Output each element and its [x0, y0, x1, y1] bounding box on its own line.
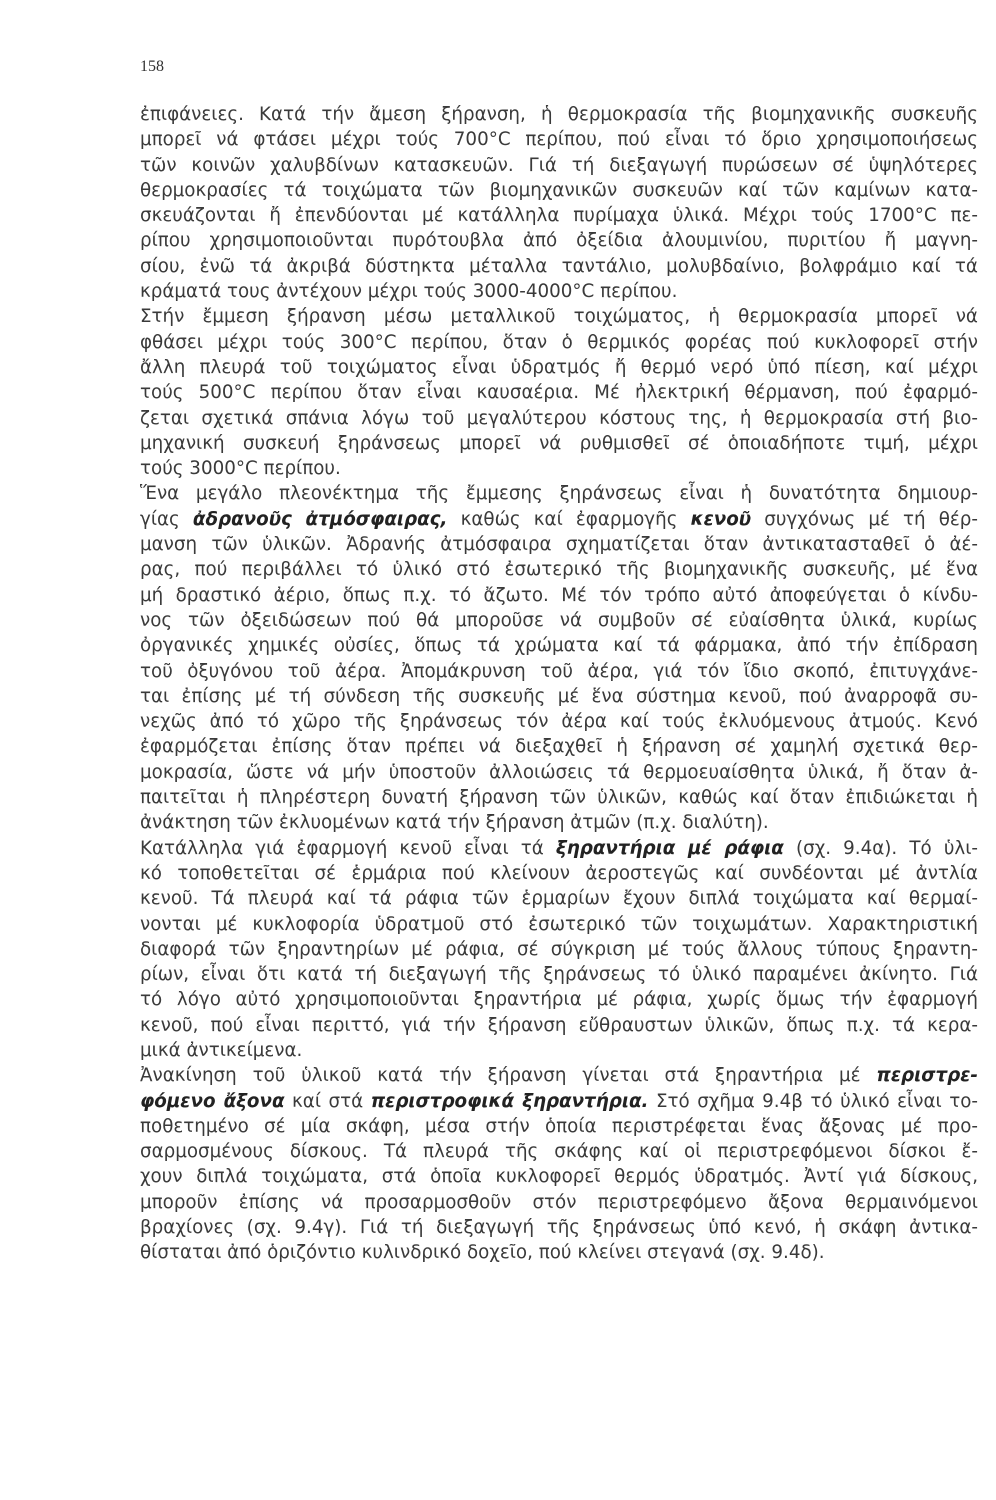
text-run: φθάσει μέχρι τούς 300°C περίπου, ὅταν ὁ θερμικός φορέας πού κυκλοφορεῖ στήν	[140, 331, 978, 353]
text-line	[140, 810, 978, 835]
text-line	[140, 456, 978, 481]
text-run: νονται μέ κυκλοφορία ὑδρατμοῦ στό ἐσωτερικό τῶν τοιχωμάτων. Χαρακτηριστική	[140, 913, 978, 935]
text-line	[140, 228, 978, 253]
text-line	[140, 153, 978, 178]
text-line	[140, 355, 978, 380]
text-line	[140, 1063, 978, 1088]
emphasized-term: ξηραντήρια μέ ράφια	[555, 837, 784, 859]
text-line	[140, 734, 978, 759]
text-line	[140, 254, 978, 279]
text-line	[140, 1038, 978, 1063]
paragraph	[140, 102, 978, 304]
text-line	[140, 861, 978, 886]
emphasized-term: ἀδρανοῦς ἀτμόσφαιρας,	[192, 508, 448, 530]
text-run: βραχίονες (σχ. 9.4γ). Γιά τή διεξαγωγή τῆς ξηράνσεως ὑπό κενό, ἡ σκάφη ἀντικα-	[140, 1217, 978, 1239]
text-run: σίου, ἐνῶ τά ἀκριβά δύστηκτα μέταλλα ταντάλιο, μολυβδαίνιο, βολφράμιο καί τά	[140, 255, 978, 277]
text-run: θερμοκρασίες τά τοιχώματα τῶν βιομηχανικῶν συσκευῶν καί τῶν καμίνων κατα-	[140, 179, 978, 201]
text-run: ὀργανικές χημικές οὐσίες, ὅπως τά χρώματα καί τά φάρμακα, ἀπό τήν ἐπίδραση	[140, 635, 978, 657]
text-run: θίσταται ἀπό ὁριζόντιο κυλινδρικό δοχεῖο, πού κλείνει στεγανά (σχ. 9.4δ).	[140, 1242, 825, 1264]
text-run: διαφορά τῶν ξηραντηρίων μέ ράφια, σέ σύγκριση μέ τούς ἄλλους τύπους ξηραντη-	[140, 938, 978, 960]
text-line	[140, 431, 978, 456]
text-run: μποροῦν ἐπίσης νά προσαρμοσθοῦν στόν περιστρεφόμενο ἄξονα θερμαινόμενοι	[140, 1191, 978, 1213]
text-run: (σχ. 9.4α). Τό ὑλι-	[783, 837, 978, 859]
text-run: Ἕνα μεγάλο πλεονέκτημα τῆς ἔμμεσης ξηράνσεως εἶναι ἡ δυνατότητα δημιουρ-	[140, 483, 978, 505]
text-run: τούς 500°C περίπου ὅταν εἶναι καυσαέρια. Μέ ἠλεκτρική θέρμανση, πού ἐφαρμό-	[140, 382, 978, 404]
text-line	[140, 886, 978, 911]
text-line	[140, 532, 978, 557]
text-run: κενοῦ. Τά πλευρά καί τά ράφια τῶν ἑρμαρίων ἔχουν διπλά τοιχώματα καί θερμαί-	[140, 888, 978, 910]
emphasized-term: κενοῦ	[690, 508, 752, 530]
text-line	[140, 583, 978, 608]
text-line	[140, 203, 978, 228]
text-run: συγχόνως μέ τή θέρ-	[751, 508, 978, 530]
text-line	[140, 127, 978, 152]
paragraph	[140, 836, 978, 1064]
text-line	[140, 557, 978, 582]
text-run: μανση τῶν ὑλικῶν. Ἀδρανής ἀτμόσφαιρα σχηματίζεται ὅταν ἀντικατασταθεῖ ὁ ἀέ-	[140, 534, 978, 556]
page-number: 158	[140, 58, 164, 75]
paragraph	[140, 481, 978, 835]
text-run: καί στά	[284, 1090, 371, 1112]
text-line	[140, 1013, 978, 1038]
text-run: ποθετημένο σέ μία σκάφη, μέσα στήν ὁποία περιστρέφεται ἕνας ἄξονας μέ προ-	[140, 1115, 978, 1137]
text-line	[140, 987, 978, 1012]
text-run: τῶν κοινῶν χαλυβδίνων κατασκευῶν. Γιά τή διεξαγωγή πυρώσεων σέ ὑψηλότερες	[140, 154, 978, 176]
text-line	[140, 279, 978, 304]
text-line	[140, 962, 978, 987]
text-line	[140, 102, 978, 127]
text-run: ἐπιφάνειες. Κατά τήν ἄμεση ξήρανση, ἡ θερμοκρασία τῆς βιομηχανικῆς συσκευῆς	[140, 104, 978, 125]
text-line	[140, 1164, 978, 1189]
text-run: κράματά τους ἀντέχουν μέχρι τούς 3000-4000°C περίπου.	[140, 281, 678, 303]
text-line	[140, 1089, 978, 1114]
text-line	[140, 937, 978, 962]
body-text	[140, 102, 978, 1266]
text-run: παιτεῖται ἡ πληρέστερη δυνατή ξήρανση τῶν ὑλικῶν, καθώς καί ὅταν ἐπιδιώκεται ἡ	[140, 787, 978, 809]
text-line	[140, 1114, 978, 1139]
text-line	[140, 912, 978, 937]
emphasized-term: περιστροφικά ξηραντήρια.	[370, 1090, 649, 1112]
text-line	[140, 608, 978, 633]
text-run: ρίπου χρησιμοποιοῦνται πυρότουβλα ἀπό ὀξείδια ἀλουμινίου, πυριτίου ἤ μαγνη-	[140, 230, 978, 252]
text-run: μπορεῖ νά φτάσει μέχρι τούς 700°C περίπου, πού εἶναι τό ὅριο χρησιμοποιήσεως	[140, 129, 978, 151]
text-line	[140, 684, 978, 709]
text-run: τό λόγο αὐτό χρησιμοποιοῦνται ξηραντήρια μέ ράφια, χωρίς ὅμως τήν ἐφαρμογή	[140, 989, 978, 1011]
text-run: μή δραστικό ἀέριο, ὅπως π.χ. τό ἄζωτο. Μέ τόν τρόπο αὐτό ἀποφεύγεται ὁ κίνδυ-	[140, 584, 978, 606]
text-run: ἄλλη πλευρά τοῦ τοιχώματος εἶναι ὑδρατμός ἤ θερμό νερό ὑπό πίεση, καί μέχρι	[140, 356, 978, 378]
text-line	[140, 178, 978, 203]
text-line	[140, 304, 978, 329]
text-run: κό τοποθετεῖται σέ ἑρμάρια πού κλείνουν ἀεροστεγῶς καί συνδέονται μέ ἀντλία	[140, 862, 978, 884]
text-run: ρας, πού περιβάλλει τό ὑλικό στό ἐσωτερικό τῆς βιομηχανικῆς συσκευῆς, μέ ἕνα	[140, 559, 978, 581]
text-run: Ἀνακίνηση τοῦ ὑλικοῦ κατά τήν ξήρανση γίνεται στά ξηραντήρια μέ	[140, 1065, 877, 1087]
text-run: σαρμοσμένους δίσκους. Τά πλευρά τῆς σκάφης καί οἱ περιστρεφόμενοι δίσκοι ἔ-	[140, 1141, 978, 1163]
text-run: κενοῦ, πού εἶναι περιττό, γιά τήν ξήρανση εὔθραυστων ὑλικῶν, ὅπως π.χ. τά κερα-	[140, 1014, 978, 1036]
text-line	[140, 836, 978, 861]
text-run: τούς 3000°C περίπου.	[140, 458, 341, 480]
text-line	[140, 507, 978, 532]
emphasized-term: περιστρε-	[876, 1065, 978, 1087]
text-run: γίας	[140, 508, 193, 530]
text-run: μοκρασία, ὥστε νά μήν ὑποστοῦν ἀλλοιώσεις τά θερμοευαίσθητα ὑλικά, ἤ ὅταν ἀ-	[140, 761, 978, 783]
text-line	[140, 785, 978, 810]
emphasized-term: φόμενο ἄξονα	[140, 1090, 285, 1112]
text-run: Κατάλληλα γιά ἐφαρμογή κενοῦ εἶναι τά	[140, 837, 556, 859]
text-run: τοῦ ὀξυγόνου τοῦ ἀέρα. Ἀπομάκρυνση τοῦ ἀέρα, γιά τόν ἴδιο σκοπό, ἐπιτυγχάνε-	[140, 660, 978, 682]
text-line	[140, 406, 978, 431]
text-line	[140, 330, 978, 355]
text-run: μικά ἀντικείμενα.	[140, 1039, 303, 1061]
paragraph	[140, 304, 978, 481]
text-line	[140, 380, 978, 405]
text-run: χουν διπλά τοιχώματα, στά ὁποῖα κυκλοφορεῖ θερμός ὑδρατμός. Ἀντί γιά δίσκους,	[140, 1166, 978, 1188]
paragraph	[140, 1063, 978, 1265]
text-run: ἐφαρμόζεται ἐπίσης ὅταν πρέπει νά διεξαχθεῖ ἡ ξήρανση σέ χαμηλή σχετικά θερ-	[140, 736, 978, 758]
text-line	[140, 659, 978, 684]
text-run: Στό σχῆμα 9.4β τό ὑλικό εἶναι το-	[648, 1090, 978, 1112]
text-run: νος τῶν ὀξειδώσεων πού θά μποροῦσε νά συμβοῦν σέ εὐαίσθητα ὑλικά, κυρίως	[140, 609, 978, 631]
text-line	[140, 1190, 978, 1215]
text-line	[140, 1215, 978, 1240]
text-line	[140, 1240, 978, 1265]
text-line	[140, 633, 978, 658]
text-line	[140, 481, 978, 506]
text-run: ἀνάκτηση τῶν ἐκλυομένων κατά τήν ξήρανση ἀτμῶν (π.χ. διαλύτη).	[140, 812, 769, 834]
text-run: καθώς καί ἐφαρμογῆς	[447, 508, 691, 530]
text-run: Στήν ἔμμεση ξήρανση μέσω μεταλλικοῦ τοιχώματος, ἡ θερμοκρασία μπορεῖ νά	[140, 306, 978, 328]
text-line	[140, 760, 978, 785]
text-run: ζεται σχετικά σπάνια λόγω τοῦ μεγαλύτερου κόστους της, ἡ θερμοκρασία στή βιο-	[140, 407, 978, 429]
text-run: μηχανική συσκευή ξηράνσεως μπορεῖ νά ρυθμισθεῖ σέ ὁποιαδήποτε τιμή, μέχρι	[140, 432, 978, 454]
text-line	[140, 709, 978, 734]
text-run: ται ἐπίσης μέ τή σύνδεση τῆς συσκευῆς μέ ἕνα σύστημα κενοῦ, πού ἀναρροφᾶ συ-	[140, 685, 978, 707]
text-line	[140, 1139, 978, 1164]
text-run: ρίων, εἶναι ὅτι κατά τή διεξαγωγή τῆς ξηράνσεως τό ὑλικό παραμένει ἀκίνητο. Γιά	[140, 964, 978, 986]
text-run: νεχῶς ἀπό τό χῶρο τῆς ξηράνσεως τόν ἀέρα καί τούς ἐκλυόμενους ἀτμούς. Κενό	[140, 711, 978, 733]
text-run: σκευάζονται ἤ ἐπενδύονται μέ κατάλληλα πυρίμαχα ὑλικά. Μέχρι τούς 1700°C πε-	[140, 205, 978, 227]
